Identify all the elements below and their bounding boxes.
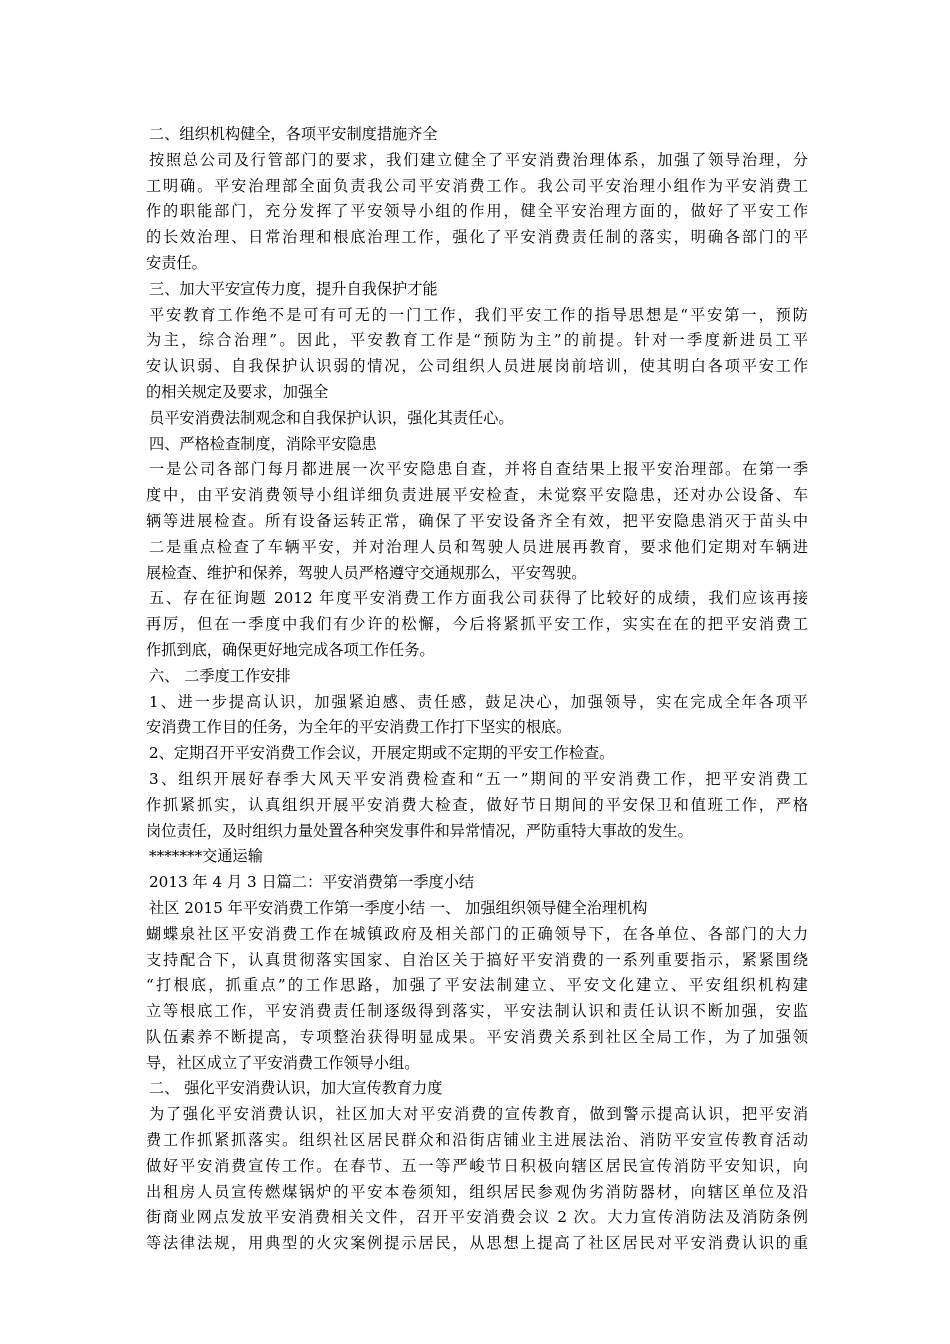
text-line: 二、 强化平安消费认识，加大宣传教育力度: [149, 1079, 443, 1098]
text-line: 按照总公司及行管部门的要求，我们建立健全了平安消费治理体系，加强了领导治理，分: [149, 150, 808, 169]
text-line: 工明确。平安治理部全面负责我公司平安消费工作。我公司平安治理小组作为平安消费工: [146, 176, 808, 195]
text-line: 社区 2015 年平安消费工作第一季度小结 一、 加强组织领导健全治理机构: [149, 898, 648, 917]
text-line: 为了强化平安消费认识，社区加大对平安消费的宣传教育，做到警示提高认识，把平安消: [149, 1105, 808, 1124]
text-line: 作抓到底，确保更好地完成各项工作任务。: [146, 640, 435, 659]
text-line: 做好平安消费宣传工作。在春节、五一等严峻节日积极向辖区居民宣传消防平安知识，向: [146, 1156, 808, 1175]
text-line: 等法律法规，用典型的火灾案例提示居民，从思想上提高了社区居民对平安消费认识的重: [146, 1234, 808, 1253]
text-line: 展检查、维护和保养，驾驶人员严格遵守交通规那么，平安驾驶。: [146, 563, 587, 582]
text-line: 出租房人员宣传燃煤锅炉的平安本卷须知，组织居民参观伪劣消防器材，向辖区单位及沿: [146, 1182, 808, 1201]
text-line: 度中，由平安消费领导小组详细负责进展平安检查，未觉察平安隐患，还对办公设备、车: [146, 486, 808, 505]
text-line: 员平安消费法制观念和自我保护认识，强化其责任心。: [149, 408, 514, 427]
text-line: 3、组织开展好春季大风天平安消费检查和“五一”期间的平安消费工作，把平安消费工: [149, 769, 808, 788]
text-line: 导，社区成立了平安消费工作领导小组。: [146, 1053, 420, 1072]
text-line: 支持配合下，认真贯彻落实国家、自治区关于搞好平安消费的一系列重要指示，紧紧围绕: [146, 950, 808, 969]
text-line: 平安教育工作绝不是可有可无的一门工作，我们平安工作的指导思想是“平安第一，预防: [149, 305, 808, 324]
text-line: 安认识弱、自我保护认识弱的情况，公司组织人员进展岗前培训，使其明白各项平安工作: [146, 357, 808, 376]
text-line: 二是重点检查了车辆平安，并对治理人员和驾驶人员进展再教育，要求他们定期对车辆进: [149, 537, 808, 556]
text-line: 街商业网点发放平安消费相关文件，召开平安消费会议 2 次。大力宣传消防法及消防条例: [146, 1208, 808, 1227]
text-line: 作的职能部门，充分发挥了平安领导小组的作用，健全平安治理方面的，做好了平安工作: [146, 202, 808, 221]
text-line: 岗位责任，及时组织力量处置各种突发事件和异常情况，严防重特大事故的发生。: [146, 821, 693, 840]
text-line: 三、加大平安宣传力度，提升自我保护才能: [149, 279, 438, 298]
text-line: 五、存在征询题 2012 年度平安消费工作方面我公司获得了比较好的成绩，我们应该再接: [149, 589, 808, 608]
text-line: 蝴蝶泉社区平安消费工作在城镇政府及相关部门的正确领导下，在各单位、各部门的大力: [146, 924, 808, 943]
text-line: 为主，综合治理”。因此，平安教育工作是“预防为主”的前提。针对一季度新进员工平: [146, 331, 808, 350]
text-line: 2、定期召开平安消费工作会议，开展定期或不定期的平安工作检查。: [149, 744, 615, 763]
text-line: 一是公司各部门每月都进展一次平安隐患自查，并将自查结果上报平安治理部。在第一季: [149, 460, 808, 479]
text-line: 的长效治理、日常治理和根底治理工作，强化了平安消费责任制的落实，明确各部门的平: [146, 228, 808, 247]
text-line: 再厉，但在一季度中我们有少许的松懈，今后将紧抓平安工作，实实在在的把平安消费工: [146, 615, 808, 634]
text-line: 辆等进展检查。所有设备运转正常，确保了平安设备齐全有效，把平安隐患消灭于苗头中: [146, 511, 808, 530]
text-line: 作抓紧抓实，认真组织开展平安消费大检查，做好节日期间的平安保卫和值班工作，严格: [146, 795, 808, 814]
text-line: 2013 年 4 月 3 日篇二：平安消费第一季度小结: [149, 873, 475, 892]
text-line: 1、进一步提高认识，加强紧迫感、责任感，鼓足决心，加强领导，实在完成全年各项平: [149, 692, 808, 711]
text-line: 队伍素养不断提高，专项整治获得明显成果。平安消费关系到社区全局工作，为了加强领: [146, 1027, 808, 1046]
text-line: 安消费工作目的任务，为全年的平安消费工作打下坚实的根底。: [146, 718, 572, 737]
text-line: 的相关规定及要求，加强全: [146, 382, 329, 401]
text-line: 费工作抓紧抓落实。组织社区居民群众和沿街店铺业主进展法治、消防平安宣传教育活动: [146, 1131, 808, 1150]
text-line: 安责任。: [146, 253, 207, 272]
text-line: 立等根底工作，平安消费责任制逐级得到落实，平安法制认识和责任认识不断加强，安监: [146, 1002, 808, 1021]
document-page: [146, 122, 808, 1257]
text-line: 二、组织机构健全，各项平安制度措施齐全: [149, 125, 438, 143]
text-line: 四、严格检查制度，消除平安隐患: [149, 434, 377, 453]
text-line: 六、 二季度工作安排: [149, 666, 291, 685]
text-line: *******交通运输: [149, 847, 263, 866]
text-line: “打根底，抓重点”的工作思路，加强了平安法制建立、平安文化建立、平安组织机构建: [146, 976, 808, 995]
